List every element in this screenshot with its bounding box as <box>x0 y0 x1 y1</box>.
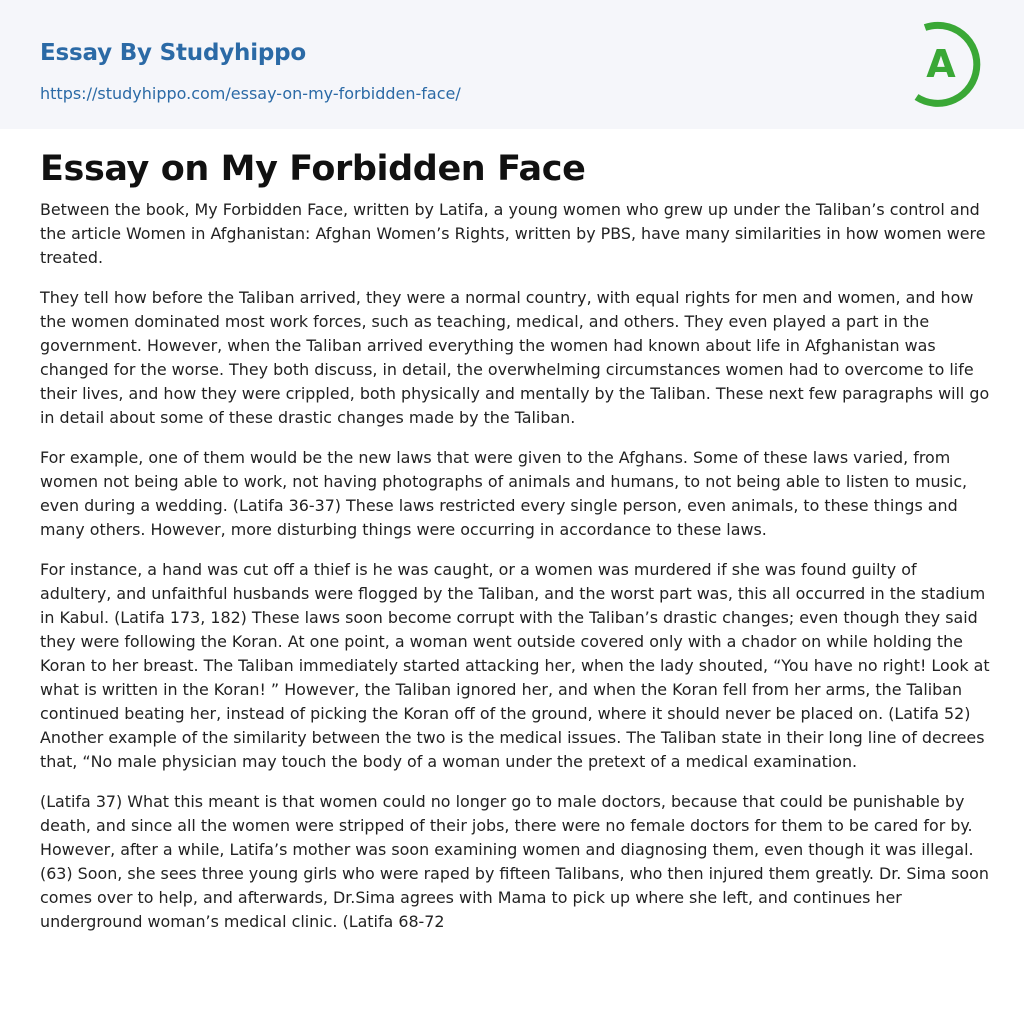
paragraph: (Latifa 37) What this meant is that women could no longer go to male doctors, because that could be punishable by death, and since all the women were stripped of their jobs, there were no female doctors for them to be cared for by. However, after a while, Latifa’s mother was soon examining women and diagnosing them, even though it was illegal. (63) Soon, she sees three young girls who were raped by fifteen Talibans, who then injured them greatly. Dr. Sima soon comes over to help, and afterwards, Dr.Sima agrees with Mama to pick up where she left, and continues her underground woman’s medical clinic. (Latifa 68-72 <box>40 792 989 931</box>
article <box>40 140 990 950</box>
paragraph: For instance, a hand was cut off a thief is he was caught, or a women was murdered if she was found guilty of adultery, and unfaithful husbands were flogged by the Taliban, and the worst part was, this all occurred in the stadium in Kabul. (Latifa 173, 182) These laws soon become corrupt with the Taliban’s drastic changes; even though they said they were following the Koran. At one point, a woman went outside covered only with a chador on while holding the Koran to her breast. The Taliban immediately started attacking her, when the lady shouted, “You have no right! Look at what is written in the Koran! ” However, the Taliban ignored her, and when the Koran fell from her arms, the Taliban continued beating her, instead of picking the Koran off of the ground, where it should never be placed on. (Latifa 52) Another example of the similarity between the two is the medical issues. The Taliban state in their long line of decrees that, “No male physician may touch the body of a woman under the pretext of a medical examination. <box>40 560 990 771</box>
site-header <box>0 0 1024 129</box>
paragraph: They tell how before the Taliban arrived, they were a normal country, with equal rights for men and women, and how the women dominated most work forces, such as teaching, medical, and others. They even played a part in the government. However, when the Taliban arrived everything the women had known about life in Afghanistan was changed for the worse. They both discuss, in detail, the overwhelming circumstances women had to overcome to life their lives, and how they were crippled, both physically and mentally by the Taliban. These next few paragraphs will go in detail about some of these drastic changes made by the Taliban. <box>40 288 990 427</box>
logo-letter: A <box>926 42 956 86</box>
studyhippo-logo-icon[interactable] <box>898 18 988 108</box>
page-title: Essay on My Forbidden Face <box>40 149 586 189</box>
essay-url-link[interactable]: https://studyhippo.com/essay-on-my-forbidden-face/ <box>40 84 461 103</box>
paragraph: For example, one of them would be the new laws that were given to the Afghans. Some of these laws varied, from women not being able to work, not having photographs of animals and humans, to not being able to listen to music, even during a wedding. (Latifa 36-37) These laws restricted every single person, even animals, to these things and many others. However, more disturbing things were occurring in accordance to these laws. <box>40 448 968 539</box>
paragraph: Between the book, My Forbidden Face, written by Latifa, a young women who grew up under the Taliban’s control and the article Women in Afghanistan: Afghan Women’s Rights, written by PBS, have many similarities in how women were treated. <box>40 200 986 267</box>
site-name[interactable]: Essay By Studyhippo <box>40 40 307 66</box>
